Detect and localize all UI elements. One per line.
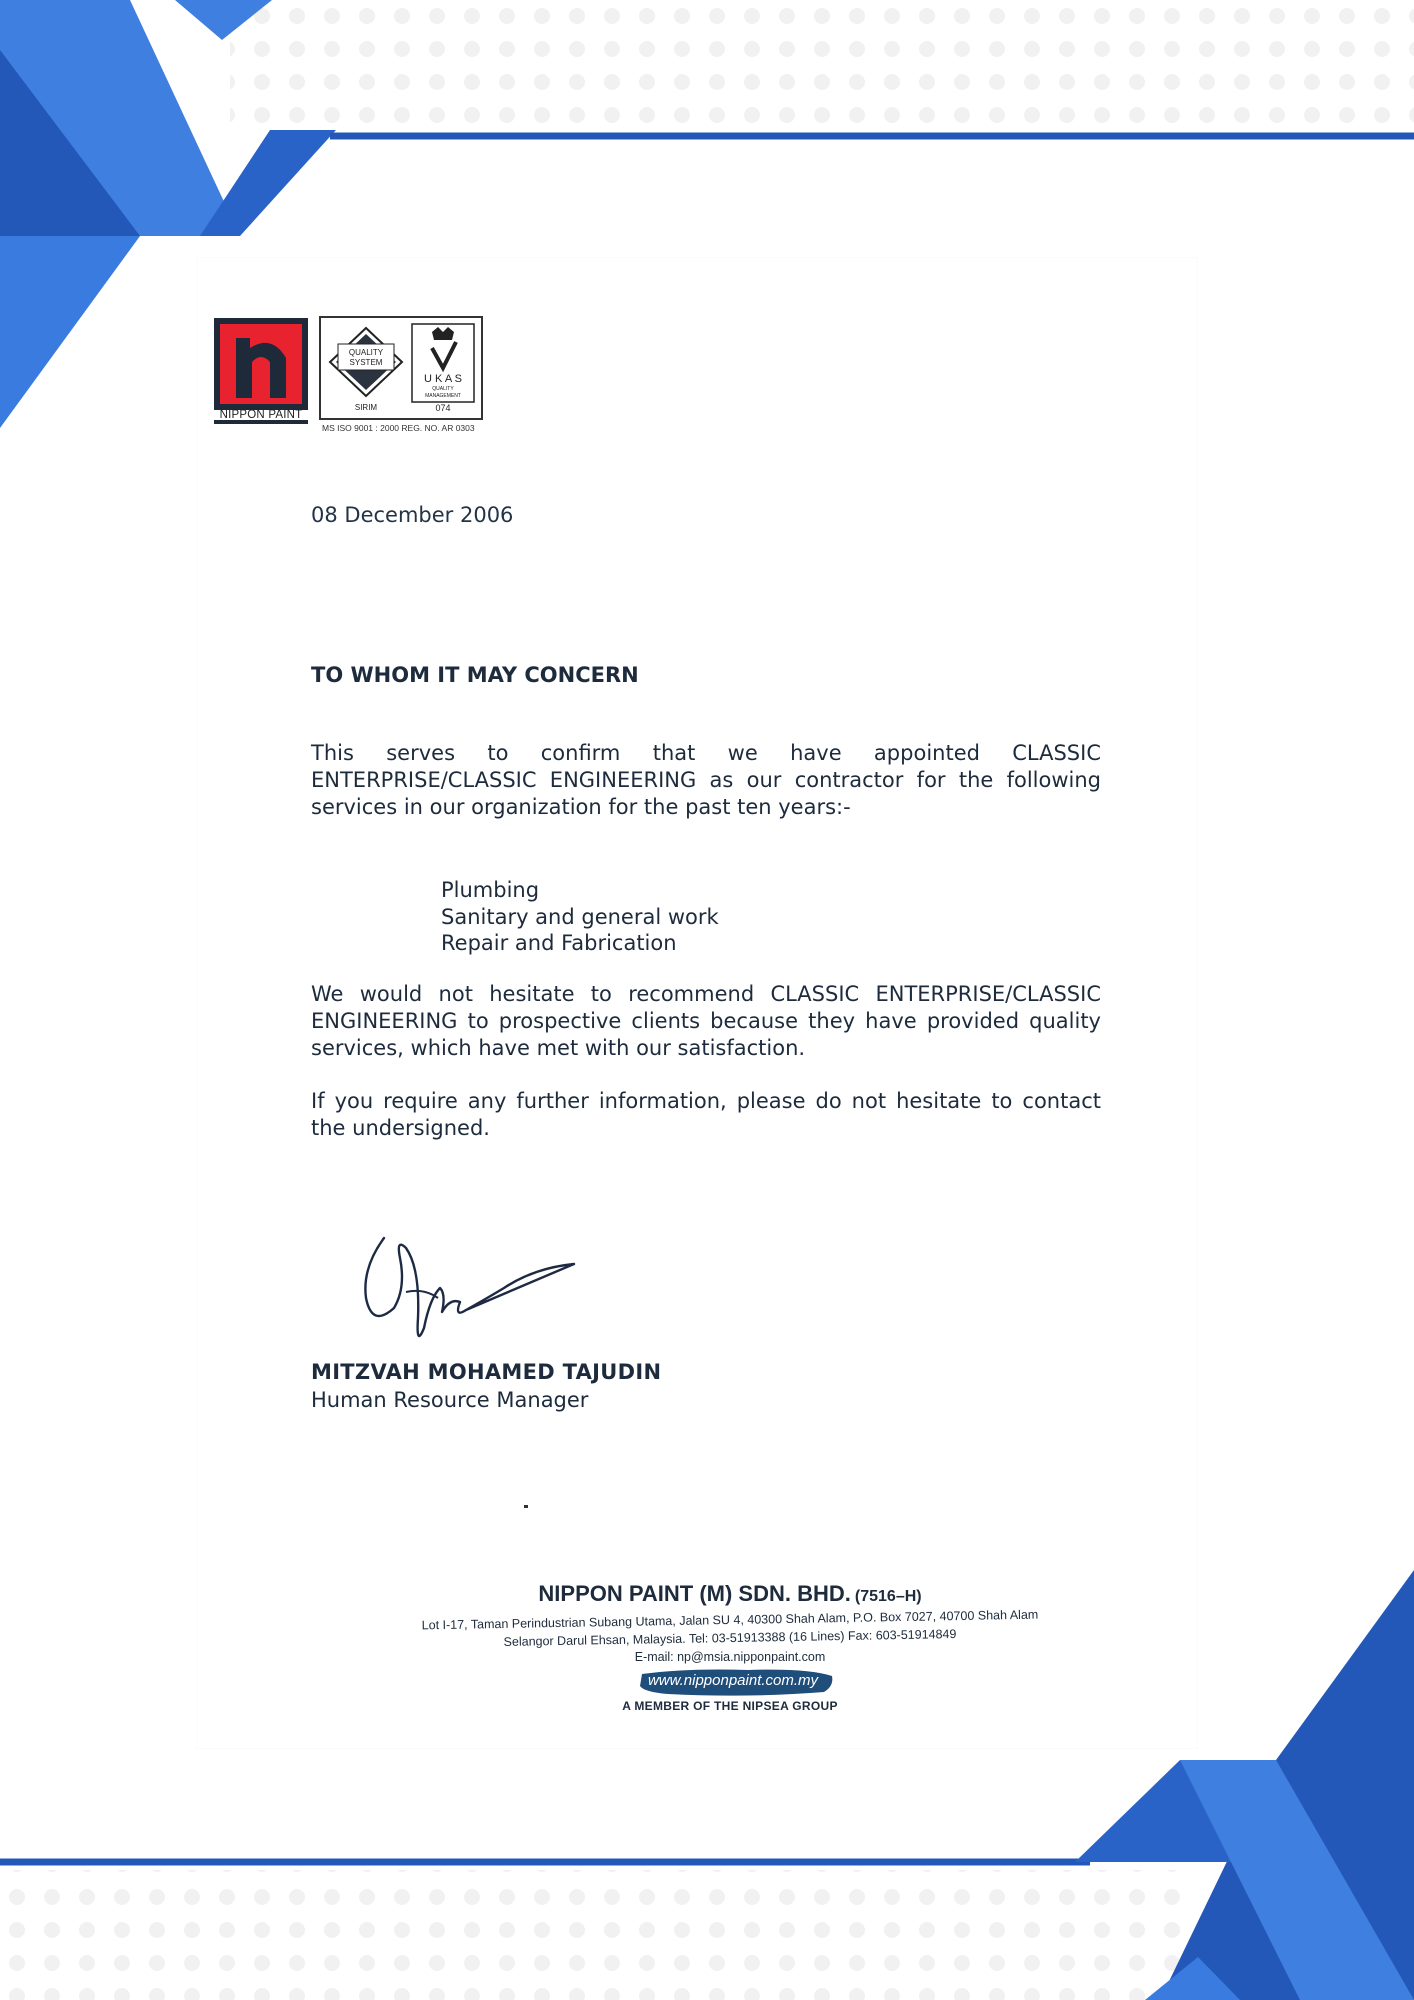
company-website[interactable]: www.nipponpaint.com.my — [647, 1672, 819, 1689]
services-list — [441, 877, 719, 957]
ukas-mark — [410, 322, 476, 414]
group-membership: A MEMBER OF THE NIPSEA GROUP — [622, 1699, 838, 1713]
company-address-line-2: Selangor Darul Ehsan, Malaysia. Tel: 03-51913388 (16 Lines) Fax: 603-51914849 — [503, 1627, 957, 1649]
system-label: SYSTEM — [349, 358, 383, 367]
letter-date: 08 December 2006 — [311, 503, 514, 527]
nippon-paint-logo-label: NIPPON PAINT — [219, 409, 303, 421]
signer-title: Human Resource Manager — [311, 1388, 589, 1412]
letter-heading: TO WHOM IT MAY CONCERN — [311, 663, 639, 687]
ukas-management-label: MANAGEMENT — [425, 393, 461, 399]
iso-registration: MS ISO 9001 : 2000 REG. NO. AR 0303 — [322, 423, 475, 433]
paragraph-confirmation: This serves to confirm that we have appointed CLASSIC ENTERPRISE/CLASSIC ENGINEERING as our contractor for the following services in our organization for the past ten years:- — [311, 741, 1101, 819]
company-registration: (7516–H) — [854, 1588, 922, 1605]
quality-label: QUALITY — [348, 348, 384, 357]
top-dot-pattern — [230, 0, 1414, 128]
tick-icon — [432, 342, 456, 368]
top-left-ribbon-tip — [0, 236, 140, 428]
company-name-text: NIPPON PAINT (M) SDN. BHD. — [538, 1581, 851, 1606]
ukas-label: U K A S — [424, 373, 462, 385]
paragraph-contact: If you require any further information, please do not hesitate to contact the undersigned. — [311, 1089, 1101, 1140]
crown-icon — [432, 327, 454, 340]
service-item: Plumbing — [441, 878, 540, 902]
sirim-label: SIRIM — [354, 403, 378, 412]
sirim-quality-system-mark — [326, 322, 406, 414]
top-left-ribbon-band — [200, 130, 336, 236]
ukas-number: 074 — [435, 403, 451, 413]
scan-speck — [524, 1505, 528, 1508]
signature — [354, 1228, 576, 1362]
paragraph-recommendation: We would not hesitate to recommend CLASSIC ENTERPRISE/CLASSIC ENGINEERING to prospective clients because they have provided quality services, which have met with our satisfaction. — [311, 982, 1101, 1060]
company-name — [360, 1581, 1100, 1607]
service-item: Repair and Fabrication — [441, 931, 677, 955]
signer-name: MITZVAH MOHAMED TAJUDIN — [311, 1360, 662, 1384]
company-email: E-mail: np@msia.nipponpaint.com — [634, 1650, 826, 1664]
bottom-dot-pattern — [0, 1870, 1184, 2000]
company-address-line-1: Lot I-17, Taman Perindustrian Subang Utama, Jalan SU 4, 40300 Shah Alam, P.O. Box 7027, 40700 Shah Alam — [421, 1607, 1039, 1633]
ukas-quality-label: QUALITY — [432, 386, 454, 392]
service-item: Sanitary and general work — [441, 904, 719, 929]
